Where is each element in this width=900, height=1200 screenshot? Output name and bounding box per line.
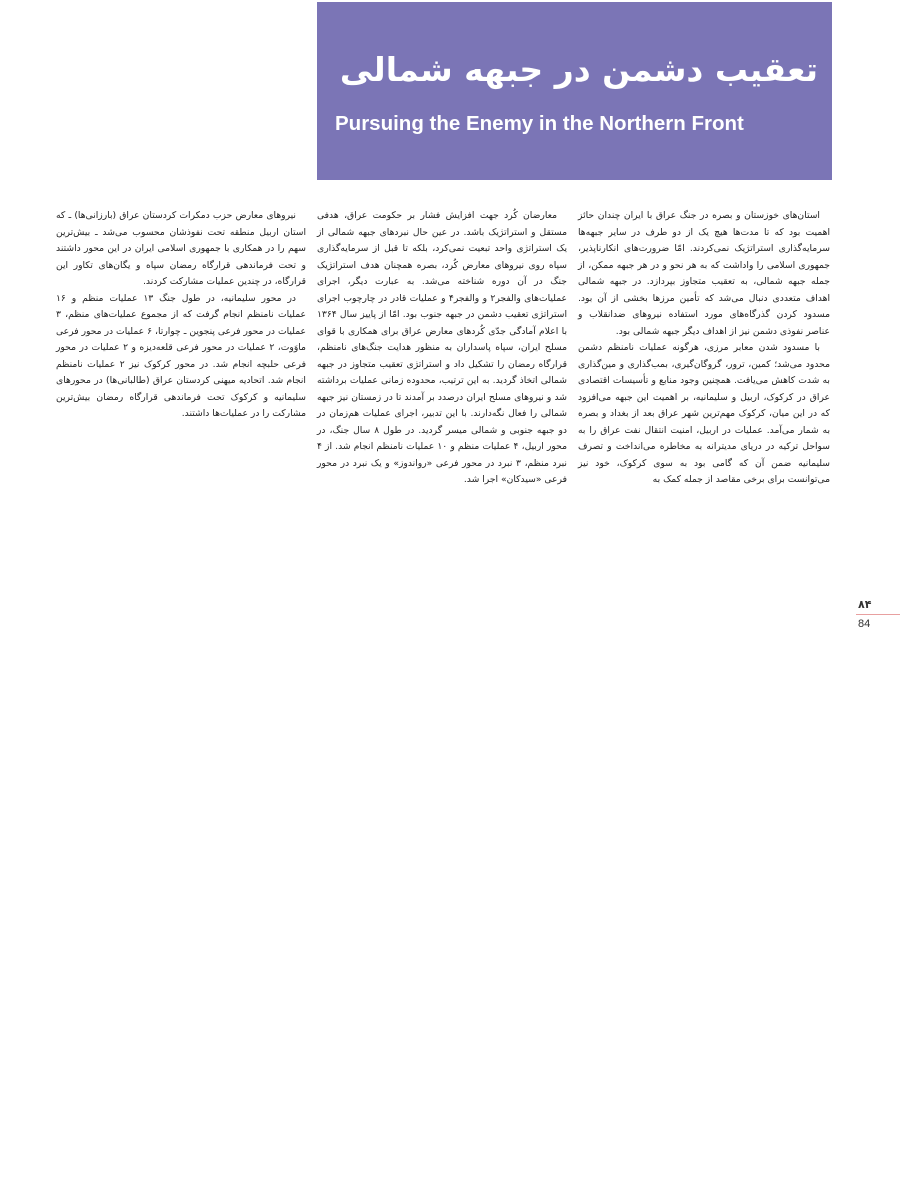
text-column-middle bbox=[317, 208, 567, 489]
page-number-english: 84 bbox=[858, 618, 871, 630]
page-number-persian: ۸۴ bbox=[858, 598, 872, 611]
paragraph: معارضان کُرد جهت افزایش فشار بر حکومت عراق، هدفی مستقل و استراتژیک باشد. در عین حال نبردهای جبهه شمالی از یک استراتژی واحد تبعیت نمی‌کرد، بلکه تا قبل از سرمایه‌گذاری سپاه روی نیروهای معارض کُرد، بصره همچنان هدف استراتژیک جنگ در آن دوره شناخته می‌شد. به عبارت دیگر، اجرای عملیات‌های والفجر۲ و والفجر۴ و عملیات قادر در چارچوب اجرای استراتژی تعقیب دشمن در جبهه جنوب بود. امّا از پاییز سال ۱۳۶۴ با اعلام آمادگی جدّی کُردهای معارض عراق برای همکاری با قوای مسلح ایران، سپاه پاسداران به منظور هدایت جنگ‌های نامنظم، قرارگاه رمضان را تشکیل داد و استراتژی تعقیب متجاوز در جبهه شمالی اتخاذ گردید. به این ترتیب، محدوده زمانی عملیات برداشته شد و نیروهای مسلح ایران درصدد بر آمدند تا در زمستان نیز جبهه شمالی را فعال نگه‌دارند. با این تدبیر، اجرای عملیات هم‌زمان در دو جبهه جنوبی و شمالی میسر گردید. در طول ۸ سال جنگ، در محور اربیل، ۴ عملیات منظم و ۱۰ عملیات نامنظم انجام شد. از ۴ نبرد منظم، ۳ نبرد در محور فرعی «رواندوز» و یک نبرد در محور فرعی «سیدکان» اجرا شد. bbox=[317, 210, 568, 485]
paragraph: در محور سلیمانیه، در طول جنگ ۱۳ عملیات منظم و ۱۶ عملیات نامنظم انجام گرفت که از مجموع عملیات‌های منظم، ۳ عملیات در محور فرعی پنجوین ـ چوارتا، ۶ عملیات در محور فرعی ماوَوت، ۲ عملیات در محور فرعی قلعه‌دیزه و ۲ عملیات در محور فرعی حلبچه انجام شد. در محور کرکوک نیز ۲ عملیات نامنظم انجام شد. اتحادیه میهنی کردستان عراق (طالبانی‌ها) در محورهای سلیمانیه و کرکوک تحت فرماندهی قرارگاه رمضان بیش‌ترین مشارکت را در عملیات‌ها داشتند. bbox=[56, 292, 306, 419]
text-column-right bbox=[578, 208, 830, 489]
page-title-english: Pursuing the Enemy in the Northern Front bbox=[335, 112, 744, 135]
page-number bbox=[856, 598, 900, 630]
paragraph: با مسدود شدن معابر مرزی، هرگونه عملیات نامنظم دشمن محدود می‌شد؛ کمین، ترور، گروگان‌گیری، بمب‌گذاری و مین‌گذاری به شدت کاهش می‌یافت. همچنین وجود منابع و تأسیسات اقتصادی عراق در کرکوک، اربیل و سلیمانیه، بر اهمیت این جبهه می‌افزود که در این میان، کرکوک مهم‌ترین شهر عراق بعد از بغداد و بصره به شمار می‌آمد. عملیات در اربیل، امنیت انتقال نفت عراق را به سواحل ترکیه در دریای مدیترانه به مخاطره می‌انداخت و تصرف سلیمانیه ضمن آن که گامی بود به سوی کرکوک، خود نیز می‌توانست برای برخی مقاصد از جمله کمک به bbox=[578, 342, 830, 485]
title-banner bbox=[317, 2, 832, 180]
paragraph: نیروهای معارض حزب دمکرات کردستان عراق (بارزانی‌ها) ـ که استان اربیل منطقه تحت نفوذشان محسوب می‌شد ـ بیش‌ترین سهم را در همکاری با جمهوری اسلامی ایران در این محور داشتند و تحت فرماندهی قرارگاه رمضان سپاه و یگان‌های تکاور این قرارگاه، در چندین عملیات مشارکت کردند. bbox=[56, 210, 306, 287]
page-number-divider bbox=[856, 614, 900, 615]
paragraph: استان‌های خوزستان و بصره در جنگ عراق با ایران چندان حائز اهمیت بود که تا مدت‌ها هیچ یک از دو طرف در سایر جبهه‌ها سرمایه‌گذاری استراتژیک نمی‌کردند. امّا ضرورت‌های انکارناپذیر، جمهوری اسلامی را واداشت که به هر نحو و در هر جبهه ممکن، از جمله جبهه شمالی، به تعقیب متجاوز بپردازد. در جبهه شمالی اهداف متعددی دنبال می‌شد که تأمین مرزها بخشی از آن بود. مسدود کردن گذرگاه‌های مورد استفاده نیروهای ضدانقلاب و عناصر نفوذی دشمن نیز از اهداف دیگر جبهه شمالی بود. bbox=[578, 210, 830, 337]
page-title-persian: تعقیب دشمن در جبهه شمالی bbox=[339, 50, 818, 89]
text-column-left bbox=[56, 208, 306, 423]
